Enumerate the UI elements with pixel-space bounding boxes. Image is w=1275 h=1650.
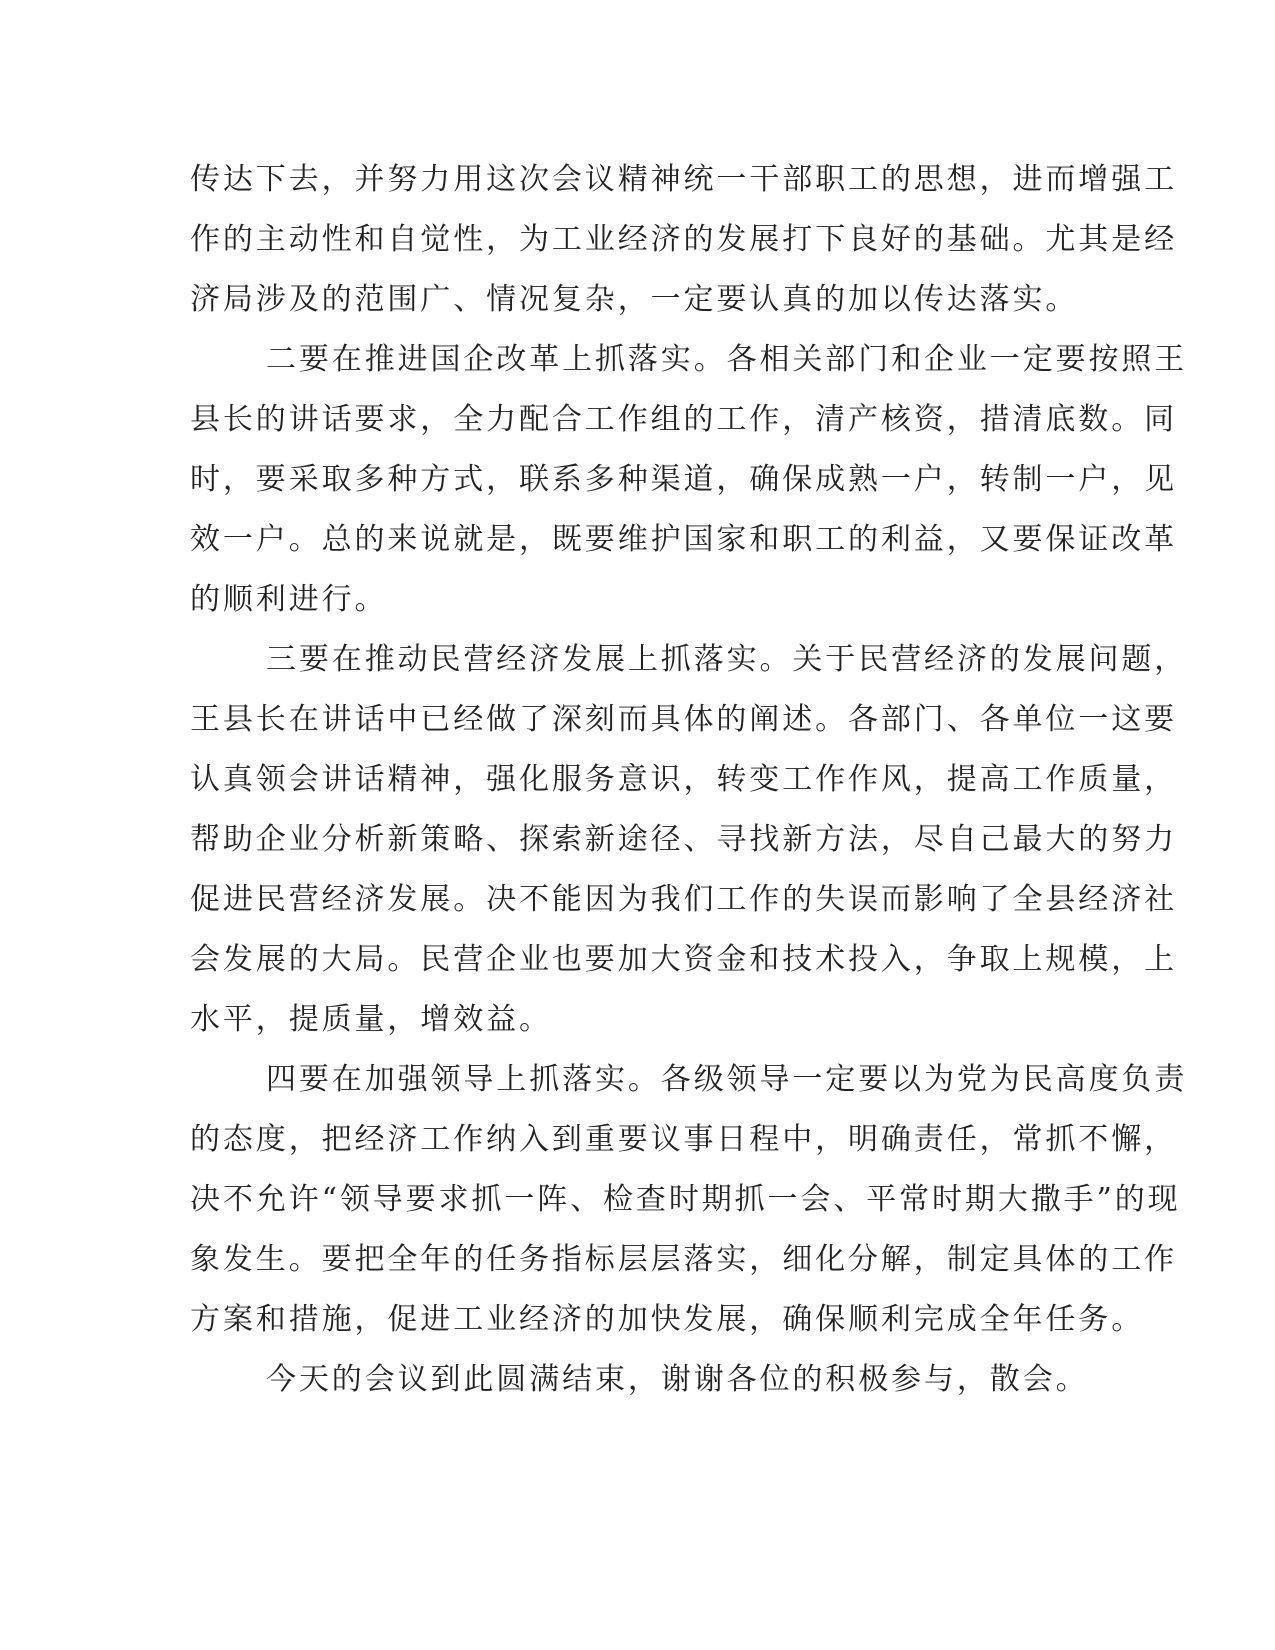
- text-line: 今天的会议到此圆满结束，谢谢各位的积极参与，散会。: [266, 1362, 1089, 1397]
- text-line: 认真领会讲话精神，强化服务意识，转变工作作风，提高工作质量，: [190, 762, 1177, 797]
- paragraph-closing: [190, 1350, 1090, 1410]
- text-line: 四要在加强领导上抓落实。各级领导一定要以为党为民高度负责: [266, 1062, 1188, 1097]
- document-body: [190, 150, 1188, 1410]
- text-line: 传达下去，并努力用这次会议精神统一干部职工的思想，进而增强工: [190, 162, 1177, 197]
- text-line: 象发生。要把全年的任务指标层层落实，细化分解，制定具体的工作: [190, 1242, 1177, 1277]
- text-line: 的顺利进行。: [190, 582, 388, 617]
- text-line: 效一户。总的来说就是，既要维护国家和职工的利益，又要保证改革: [190, 522, 1177, 557]
- text-line: 三要在推动民营经济发展上抓落实。关于民营经济的发展问题，: [266, 642, 1188, 677]
- text-line: 水平，提质量，增效益。: [190, 1002, 552, 1037]
- text-line: 决不允许“领导要求抓一阵、检查时期抓一会、平常时期大撒手”的现: [190, 1182, 1181, 1217]
- text-line: 方案和措施，促进工业经济的加快发展，确保顺利完成全年任务。: [190, 1302, 1145, 1337]
- text-line: 促进民营经济发展。决不能因为我们工作的失误而影响了全县经济社: [190, 882, 1177, 917]
- text-line: 王县长在讲话中已经做了深刻而具体的阐述。各部门、各单位一这要: [190, 702, 1177, 737]
- text-line: 济局涉及的范围广、情况复杂，一定要认真的加以传达落实。: [190, 282, 1079, 317]
- text-line: 会发展的大局。民营企业也要加大资金和技术投入，争取上规模，上: [190, 942, 1177, 977]
- paragraph-leadership: [190, 1050, 1188, 1350]
- text-line: 县长的讲话要求，全力配合工作组的工作，清产核资，措清底数。同: [190, 402, 1177, 437]
- text-line: 二要在推进国企改革上抓落实。各相关部门和企业一定要按照王: [266, 342, 1188, 377]
- text-line: 时，要采取多种方式，联系多种渠道，确保成熟一户，转制一户，见: [190, 462, 1177, 497]
- paragraph-continuation: [190, 150, 1177, 330]
- paragraph-private-economy: [190, 630, 1188, 1050]
- text-line: 的态度，把经济工作纳入到重要议事日程中，明确责任，常抓不懈，: [190, 1122, 1177, 1157]
- text-line: 作的主动性和自觉性，为工业经济的发展打下良好的基础。尤其是经: [190, 222, 1177, 257]
- text-line: 帮助企业分析新策略、探索新途径、寻找新方法，尽自己最大的努力: [190, 822, 1177, 857]
- paragraph-state-enterprise-reform: [190, 330, 1188, 630]
